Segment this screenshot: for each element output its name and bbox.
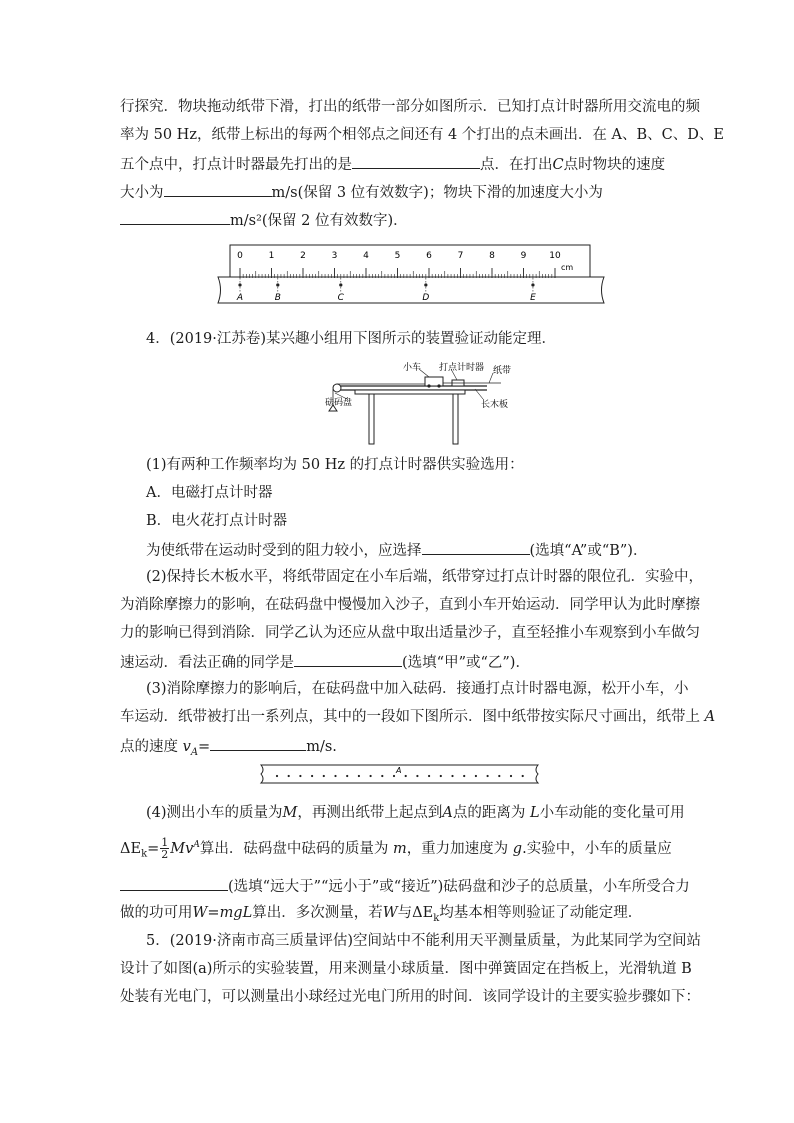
tape-dot — [510, 775, 512, 777]
ruler-tick-label: 4 — [363, 251, 369, 261]
label-tape: 纸带 — [493, 366, 512, 376]
cart — [425, 377, 443, 386]
ruler-tape-figure — [212, 243, 608, 305]
tape-dot — [428, 775, 430, 777]
q5-line-2: 设计了如图(a)所示的实验装置，用来测量小球质量．图中弹簧固定在挡板上，光滑轨道 B — [120, 961, 692, 977]
ruler-tick-label: 0 — [237, 251, 243, 261]
apparatus-figure — [325, 355, 535, 447]
tape-dot — [475, 775, 477, 777]
cart-wheel — [427, 384, 430, 387]
tape-dot — [405, 775, 407, 777]
ruler-tick-label: 9 — [520, 251, 527, 261]
table-leg-right — [453, 394, 458, 444]
tape-dot — [498, 775, 500, 777]
q3-line-4: 大小为 m/s(保留 3 位有效数字)；物块下滑的加速度大小为 — [120, 181, 603, 203]
tape-dot — [276, 775, 278, 777]
tape-dot — [323, 775, 325, 777]
ruler-body — [230, 245, 590, 278]
label-cart: 小车 — [403, 363, 422, 373]
tape-dot — [299, 775, 301, 777]
label-weight-pan: 砝码盘 — [325, 398, 353, 408]
ruler-tick-label: 7 — [457, 251, 464, 261]
q4-part3-line-1: (3)消除摩擦力的影响后，在砝码盘中加入砝码．接通打点计时器电源，松开小车，小 — [146, 681, 689, 697]
tape-point-label: E — [530, 293, 536, 303]
q3-line-3: 五个点中，打点计时器最先打出的是 点．在打出C点时物块的速度 — [120, 153, 665, 175]
q3-line-2: 率为 50 Hz，纸带上标出的每两个相邻点之间还有 4 个打出的点未画出．在 A、B、C、D、E — [120, 127, 724, 143]
label-timer: 打点计时器 — [439, 363, 485, 373]
tape-dot — [311, 775, 313, 777]
q4-part4-line-4: 做的功可用W=mgL算出．多次测量，若W与$\Delta E_k$均基本相等则验证了动能定理． — [120, 905, 643, 924]
tape-dot — [487, 775, 489, 777]
label-board: 长木板 — [481, 400, 509, 410]
cart-wheel — [437, 384, 440, 387]
q3-line-1: 行探究．物块拖动纸带下滑，打出的纸带一部分如图所示．已知打点计时器所用交流电的频 — [120, 99, 700, 115]
table-leg-left — [369, 394, 374, 444]
tape-dot — [440, 775, 442, 777]
tape-dot — [451, 775, 453, 777]
q4-part2-line-3: 力的影响已得到消除．同学乙认为还应从盘中取出适量沙子，直至轻推小车观察到小车做匀 — [120, 625, 700, 641]
tape-point-a-label: A — [396, 766, 402, 775]
q4-option-b: B．电火花打点计时器 — [146, 513, 288, 529]
q5-line-1: 5．(2019·济南市高三质量评估)空间站中不能利用天平测量质量，为此某同学为空间站 — [146, 933, 702, 949]
tape-dot — [346, 775, 348, 777]
tape-point-label: A — [236, 293, 244, 303]
ruler-tick-label: 8 — [489, 251, 495, 261]
q4-part1: (1)有两种工作频率均为 50 Hz 的打点计时器供实验选用： — [146, 457, 524, 473]
tape-point-label: B — [274, 293, 281, 303]
tape-dot — [358, 775, 360, 777]
answer-blank[interactable] — [120, 209, 230, 225]
answer-blank[interactable] — [210, 735, 306, 751]
table-top — [355, 390, 465, 394]
tape-point-label: D — [422, 293, 430, 303]
ruler-tick-label: 10 — [549, 251, 561, 261]
answer-blank[interactable] — [422, 539, 530, 555]
pulley — [333, 384, 341, 392]
answer-blank[interactable] — [164, 181, 272, 197]
ruler-unit-label: cm — [561, 263, 574, 272]
tape-dot — [522, 775, 524, 777]
q4-part2-line-4: 速运动．看法正确的同学是 (选填“甲”或“乙”)． — [120, 651, 530, 673]
q4-part3-line-2: 车运动．纸带被打出一系列点，其中的一段如下图所示．图中纸带按实际尺寸画出，纸带上 A — [120, 709, 716, 725]
answer-blank[interactable] — [294, 651, 402, 667]
q3-line-5: m/s²(保留 2 位有效数字)． — [120, 209, 408, 231]
tape-dot — [393, 775, 395, 777]
fraction-one-half: $\frac{1}{2}$ — [161, 836, 169, 862]
q4-title: 4．(2019·江苏卷)某兴趣小组用下图所示的装置验证动能定理． — [146, 331, 557, 347]
q5-line-3: 处装有光电门，可以测量出小球经过光电门所用的时间．该同学设计的主要实验步骤如下： — [120, 989, 700, 1005]
tape-dot — [334, 775, 336, 777]
tape-dot — [370, 775, 372, 777]
ruler-tick-label: 1 — [268, 251, 275, 261]
answer-blank[interactable] — [352, 153, 480, 169]
q4-part1-question: 为使纸带在运动时受到的阻力较小，应选择 (选填“A”或“B”)． — [146, 539, 647, 561]
q4-part4-line-1: (4)测出小车的质量为M，再测出纸带上起点到A点的距离为 L小车动能的变化量可用 — [146, 805, 685, 821]
q4-part2-line-2: 为消除摩擦力的影响，在砝码盘中慢慢加入沙子，直到小车开始运动．同学甲认为此时摩擦 — [120, 597, 700, 613]
ruler-tick-label: 5 — [394, 251, 401, 261]
tape-point-label: C — [337, 293, 344, 303]
q4-part3-line-3: 点的速度 $v_A= m/s$. — [120, 735, 337, 763]
q4-option-a: A．电磁打点计时器 — [146, 485, 273, 501]
tape-dot — [381, 775, 383, 777]
dotted-tape-figure — [255, 762, 545, 786]
q4-part4-line-3: (选填“远大于”“远小于”或“接近”)砝码盘和沙子的总质量，小车所受合力 — [120, 875, 690, 897]
tape-dot — [288, 775, 290, 777]
ruler-tick-label: 2 — [300, 251, 306, 261]
q4-part4-line-2: $\Delta E_k=$ $\frac{1}{2}$ $Mv^A$算出．砝码盘中砝码的质量为 m，重力加速度为 g.实验中，小车的质量应 — [120, 836, 672, 862]
tape-dot — [416, 775, 418, 777]
q4-part2-line-1: (2)保持长木板水平，将纸带固定在小车后端，纸带穿过打点计时器的限位孔．实验中， — [146, 569, 704, 585]
tape-dot — [463, 775, 465, 777]
answer-blank[interactable] — [120, 875, 228, 891]
ruler-tick-label: 6 — [426, 251, 432, 261]
ruler-tick-label: 3 — [331, 251, 338, 261]
